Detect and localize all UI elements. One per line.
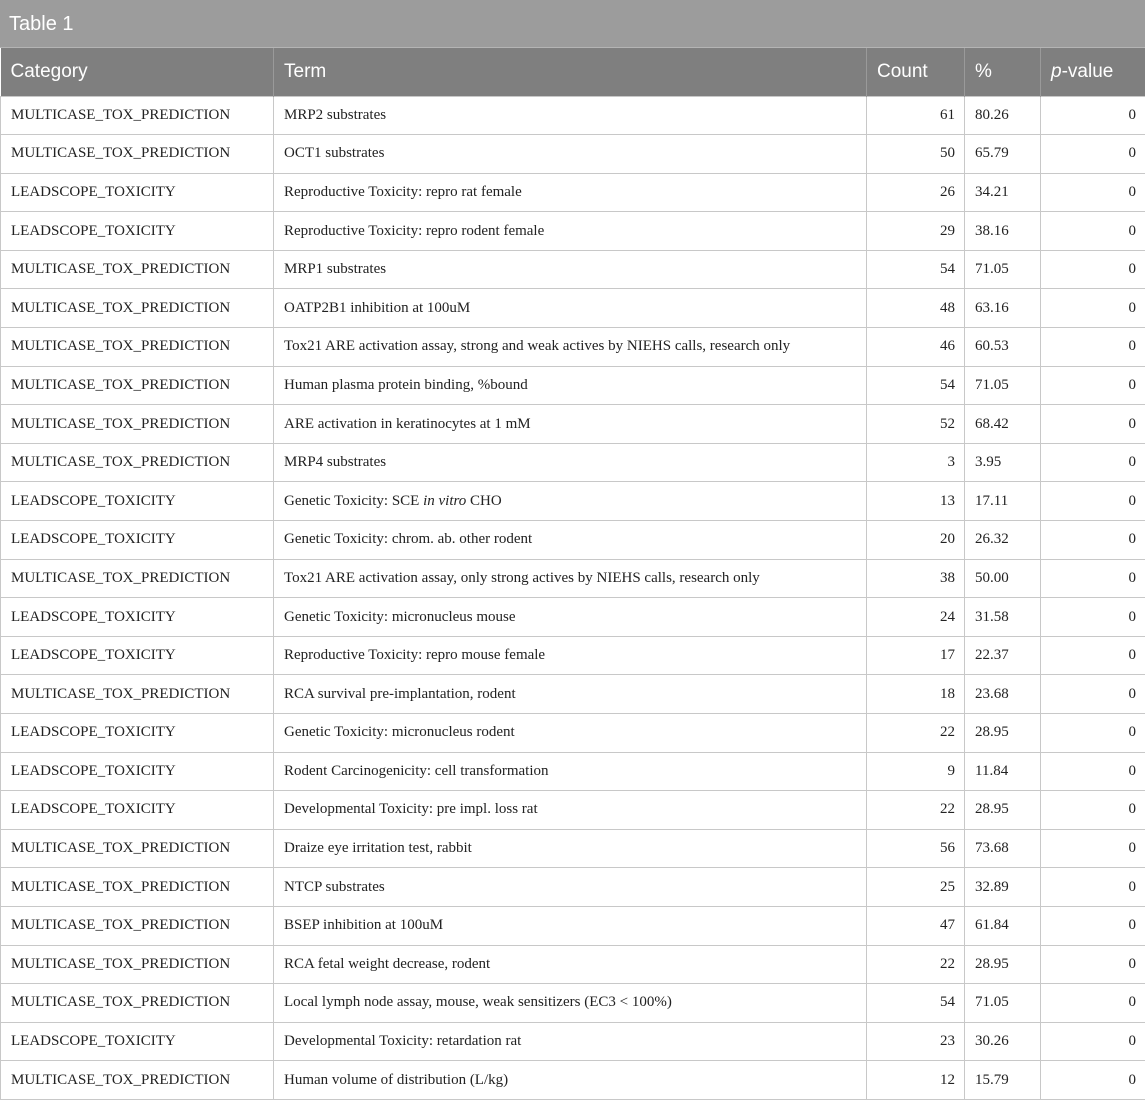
cell-percent: 28.95	[965, 714, 1041, 753]
cell-count: 54	[867, 984, 965, 1023]
cell-percent: 22.37	[965, 636, 1041, 675]
cell-pvalue: 0	[1041, 1022, 1145, 1061]
cell-pvalue: 0	[1041, 675, 1145, 714]
cell-category: MULTICASE_TOX_PREDICTION	[1, 984, 274, 1023]
cell-category: MULTICASE_TOX_PREDICTION	[1, 443, 274, 482]
cell-count: 26	[867, 173, 965, 212]
table-row	[1, 328, 1145, 367]
results-table	[0, 48, 1145, 1100]
table-row	[1, 96, 1145, 135]
header-pvalue	[1041, 48, 1145, 96]
cell-count: 52	[867, 405, 965, 444]
header-pvalue-italic: p	[1051, 61, 1062, 82]
cell-pvalue: 0	[1041, 752, 1145, 791]
cell-percent: 30.26	[965, 1022, 1041, 1061]
cell-pvalue: 0	[1041, 482, 1145, 521]
table-row	[1, 289, 1145, 328]
cell-percent: 80.26	[965, 96, 1041, 135]
cell-term: Reproductive Toxicity: repro mouse female	[274, 636, 867, 675]
cell-percent: 31.58	[965, 598, 1041, 637]
cell-percent: 38.16	[965, 212, 1041, 251]
cell-percent: 15.79	[965, 1061, 1041, 1100]
cell-category: MULTICASE_TOX_PREDICTION	[1, 675, 274, 714]
cell-term: MRP1 substrates	[274, 250, 867, 289]
cell-pvalue: 0	[1041, 945, 1145, 984]
cell-category: LEADSCOPE_TOXICITY	[1, 482, 274, 521]
cell-count: 54	[867, 366, 965, 405]
cell-category: LEADSCOPE_TOXICITY	[1, 212, 274, 251]
table-row	[1, 1022, 1145, 1061]
cell-term-part: CHO	[466, 493, 501, 509]
cell-term: Genetic Toxicity: micronucleus rodent	[274, 714, 867, 753]
cell-term: Local lymph node assay, mouse, weak sensitizers (EC3 < 100%)	[274, 984, 867, 1023]
cell-percent: 17.11	[965, 482, 1041, 521]
cell-term: ARE activation in keratinocytes at 1 mM	[274, 405, 867, 444]
table-row	[1, 945, 1145, 984]
cell-term: Developmental Toxicity: pre impl. loss rat	[274, 791, 867, 830]
cell-count: 24	[867, 598, 965, 637]
cell-pvalue: 0	[1041, 829, 1145, 868]
cell-term: Tox21 ARE activation assay, strong and weak actives by NIEHS calls, research only	[274, 328, 867, 367]
cell-pvalue: 0	[1041, 559, 1145, 598]
table-row	[1, 559, 1145, 598]
header-category: Category	[1, 48, 274, 96]
cell-term: BSEP inhibition at 100uM	[274, 906, 867, 945]
cell-percent: 3.95	[965, 443, 1041, 482]
cell-percent: 28.95	[965, 945, 1041, 984]
cell-term-italic: in vitro	[423, 493, 466, 509]
table-row	[1, 906, 1145, 945]
cell-percent: 61.84	[965, 906, 1041, 945]
cell-category: LEADSCOPE_TOXICITY	[1, 1022, 274, 1061]
cell-term: RCA fetal weight decrease, rodent	[274, 945, 867, 984]
cell-percent: 68.42	[965, 405, 1041, 444]
cell-term: Reproductive Toxicity: repro rat female	[274, 173, 867, 212]
cell-term: MRP2 substrates	[274, 96, 867, 135]
header-percent: %	[965, 48, 1041, 96]
table-row	[1, 598, 1145, 637]
cell-count: 17	[867, 636, 965, 675]
cell-pvalue: 0	[1041, 212, 1145, 251]
cell-count: 54	[867, 250, 965, 289]
header-pvalue-rest: -value	[1062, 61, 1114, 82]
cell-pvalue: 0	[1041, 906, 1145, 945]
table-row	[1, 443, 1145, 482]
cell-term: OATP2B1 inhibition at 100uM	[274, 289, 867, 328]
table-row	[1, 829, 1145, 868]
table-row	[1, 521, 1145, 560]
cell-category: MULTICASE_TOX_PREDICTION	[1, 405, 274, 444]
cell-pvalue: 0	[1041, 636, 1145, 675]
table-row	[1, 250, 1145, 289]
cell-percent: 71.05	[965, 250, 1041, 289]
cell-pvalue: 0	[1041, 96, 1145, 135]
header-count: Count	[867, 48, 965, 96]
table-row	[1, 366, 1145, 405]
cell-category: LEADSCOPE_TOXICITY	[1, 752, 274, 791]
table-header	[1, 48, 1145, 96]
cell-category: MULTICASE_TOX_PREDICTION	[1, 135, 274, 174]
table-body	[1, 96, 1145, 1099]
table-row	[1, 135, 1145, 174]
cell-count: 48	[867, 289, 965, 328]
cell-category: LEADSCOPE_TOXICITY	[1, 636, 274, 675]
cell-term: MRP4 substrates	[274, 443, 867, 482]
cell-pvalue: 0	[1041, 714, 1145, 753]
cell-count: 23	[867, 1022, 965, 1061]
cell-pvalue: 0	[1041, 443, 1145, 482]
cell-term: Rodent Carcinogenicity: cell transformation	[274, 752, 867, 791]
cell-term: NTCP substrates	[274, 868, 867, 907]
cell-count: 22	[867, 791, 965, 830]
table-row	[1, 173, 1145, 212]
cell-percent: 63.16	[965, 289, 1041, 328]
cell-category: MULTICASE_TOX_PREDICTION	[1, 328, 274, 367]
cell-percent: 34.21	[965, 173, 1041, 212]
cell-percent: 23.68	[965, 675, 1041, 714]
cell-pvalue: 0	[1041, 598, 1145, 637]
table-row	[1, 752, 1145, 791]
cell-pvalue: 0	[1041, 984, 1145, 1023]
cell-percent: 71.05	[965, 984, 1041, 1023]
cell-count: 56	[867, 829, 965, 868]
cell-pvalue: 0	[1041, 791, 1145, 830]
cell-count: 13	[867, 482, 965, 521]
cell-category: LEADSCOPE_TOXICITY	[1, 598, 274, 637]
cell-category: LEADSCOPE_TOXICITY	[1, 791, 274, 830]
cell-pvalue: 0	[1041, 868, 1145, 907]
table-row	[1, 1061, 1145, 1100]
cell-pvalue: 0	[1041, 405, 1145, 444]
cell-term: Reproductive Toxicity: repro rodent female	[274, 212, 867, 251]
table-row	[1, 482, 1145, 521]
header-term: Term	[274, 48, 867, 96]
cell-category: MULTICASE_TOX_PREDICTION	[1, 906, 274, 945]
cell-term: RCA survival pre-implantation, rodent	[274, 675, 867, 714]
cell-count: 22	[867, 945, 965, 984]
table-row	[1, 791, 1145, 830]
cell-category: LEADSCOPE_TOXICITY	[1, 714, 274, 753]
cell-term: Draize eye irritation test, rabbit	[274, 829, 867, 868]
cell-term: Human plasma protein binding, %bound	[274, 366, 867, 405]
cell-category: LEADSCOPE_TOXICITY	[1, 521, 274, 560]
cell-term: Developmental Toxicity: retardation rat	[274, 1022, 867, 1061]
cell-category: MULTICASE_TOX_PREDICTION	[1, 829, 274, 868]
cell-category: MULTICASE_TOX_PREDICTION	[1, 1061, 274, 1100]
cell-term: Tox21 ARE activation assay, only strong actives by NIEHS calls, research only	[274, 559, 867, 598]
cell-category: MULTICASE_TOX_PREDICTION	[1, 559, 274, 598]
cell-category: MULTICASE_TOX_PREDICTION	[1, 250, 274, 289]
cell-count: 20	[867, 521, 965, 560]
cell-pvalue: 0	[1041, 328, 1145, 367]
cell-pvalue: 0	[1041, 521, 1145, 560]
table-row	[1, 714, 1145, 753]
cell-pvalue: 0	[1041, 289, 1145, 328]
cell-count: 46	[867, 328, 965, 367]
table-row	[1, 984, 1145, 1023]
cell-count: 47	[867, 906, 965, 945]
cell-term: Genetic Toxicity: micronucleus mouse	[274, 598, 867, 637]
cell-count: 29	[867, 212, 965, 251]
cell-count: 25	[867, 868, 965, 907]
cell-category: LEADSCOPE_TOXICITY	[1, 173, 274, 212]
table-row	[1, 868, 1145, 907]
cell-percent: 26.32	[965, 521, 1041, 560]
cell-percent: 71.05	[965, 366, 1041, 405]
cell-pvalue: 0	[1041, 250, 1145, 289]
cell-percent: 73.68	[965, 829, 1041, 868]
cell-count: 9	[867, 752, 965, 791]
cell-count: 3	[867, 443, 965, 482]
cell-term: Human volume of distribution (L/kg)	[274, 1061, 867, 1100]
cell-count: 22	[867, 714, 965, 753]
table-row	[1, 212, 1145, 251]
table-row	[1, 405, 1145, 444]
table-row	[1, 636, 1145, 675]
cell-percent: 65.79	[965, 135, 1041, 174]
cell-category: MULTICASE_TOX_PREDICTION	[1, 868, 274, 907]
cell-count: 12	[867, 1061, 965, 1100]
cell-category: MULTICASE_TOX_PREDICTION	[1, 366, 274, 405]
cell-category: MULTICASE_TOX_PREDICTION	[1, 945, 274, 984]
cell-count: 38	[867, 559, 965, 598]
cell-category: MULTICASE_TOX_PREDICTION	[1, 96, 274, 135]
cell-percent: 60.53	[965, 328, 1041, 367]
cell-pvalue: 0	[1041, 1061, 1145, 1100]
cell-term: Genetic Toxicity: chrom. ab. other rodent	[274, 521, 867, 560]
cell-pvalue: 0	[1041, 173, 1145, 212]
table-row	[1, 675, 1145, 714]
cell-percent: 32.89	[965, 868, 1041, 907]
table-caption: Table 1	[0, 0, 1145, 48]
cell-term	[274, 482, 867, 521]
cell-count: 50	[867, 135, 965, 174]
cell-category: MULTICASE_TOX_PREDICTION	[1, 289, 274, 328]
cell-count: 18	[867, 675, 965, 714]
cell-count: 61	[867, 96, 965, 135]
cell-pvalue: 0	[1041, 366, 1145, 405]
cell-percent: 28.95	[965, 791, 1041, 830]
cell-percent: 50.00	[965, 559, 1041, 598]
cell-term: OCT1 substrates	[274, 135, 867, 174]
cell-term-part: Genetic Toxicity: SCE	[284, 493, 423, 509]
cell-pvalue: 0	[1041, 135, 1145, 174]
cell-percent: 11.84	[965, 752, 1041, 791]
